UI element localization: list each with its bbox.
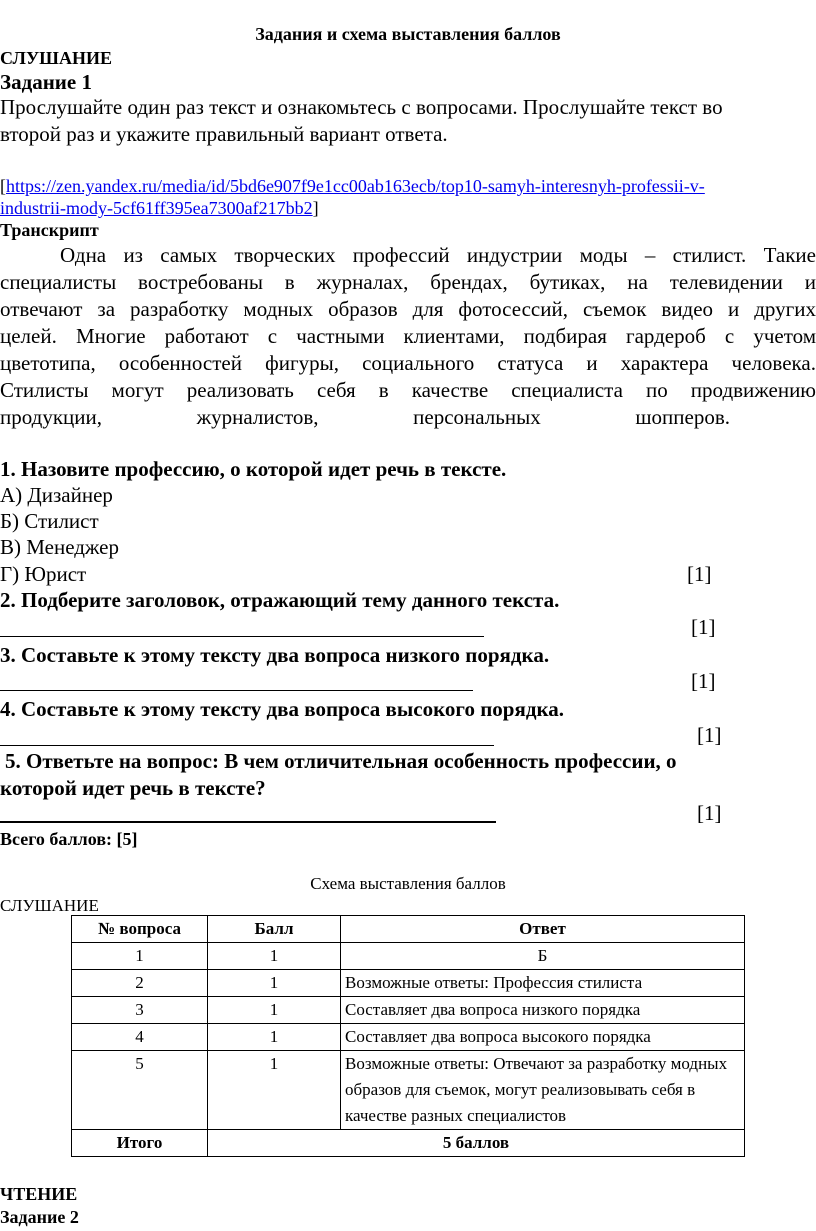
header-question-number: № вопроса: [72, 916, 208, 943]
transcript-line: специалисты востребованы в журналах, брендах, бутиках, на телевидении и: [0, 270, 816, 294]
cell-answer: Возможные ответы: Отвечают за разработку модных образов для съемок, могут реализовывать себя в качестве разных специалистов: [341, 1051, 745, 1130]
transcript-line: целей. Многие работают с частными клиентами, подбирая гардероб с учетом: [0, 324, 816, 348]
table-row: [72, 1024, 745, 1051]
answer-line-2: [0, 636, 484, 637]
scheme-title: Схема выставления баллов: [310, 874, 506, 893]
header-answer: Ответ: [341, 916, 745, 943]
question-1-score: [1]: [687, 562, 712, 586]
answer-line-4: [0, 745, 494, 746]
document-title: Задания и схема выставления баллов: [255, 24, 561, 44]
cell-score: 1: [208, 1024, 341, 1051]
option-v: В) Менеджер: [0, 535, 119, 559]
audio-link[interactable]: https://zen.yandex.ru/media/id/5bd6e907f9e1cc00ab163ecb/top10-samyh-interesnyh-professii-v-: [6, 176, 705, 196]
link-open-bracket: [: [0, 176, 6, 196]
transcript-line: продукции, журналистов, персональных шопперов.: [0, 405, 730, 429]
transcript-line: цветотипа, особенностей фигуры, социального статуса и характера человека.: [0, 351, 816, 375]
audio-link-line2: [0, 198, 319, 219]
question-3: 3. Составьте к этому тексту два вопроса низкого порядка.: [0, 643, 550, 667]
table-row: [72, 1051, 745, 1130]
task1-title: Задание 1: [0, 70, 92, 94]
cell-question-number: 2: [72, 970, 208, 997]
cell-score: 1: [208, 943, 341, 970]
option-b: Б) Стилист: [0, 509, 99, 533]
header-score: Балл: [208, 916, 341, 943]
transcript-line: Стилисты могут реализовать себя в качестве специалиста по продвижению: [0, 378, 816, 402]
cell-score: 1: [208, 997, 341, 1024]
question-4-score: [1]: [697, 723, 722, 747]
transcript-label: Транскрипт: [0, 220, 99, 240]
audio-link-continued[interactable]: industrii-mody-5cf61ff395ea7300af217bb2: [0, 198, 313, 218]
total-score: Всего баллов: [5]: [0, 829, 138, 849]
cell-answer: Возможные ответы: Профессия стилиста: [341, 970, 745, 997]
option-a: А) Дизайнер: [0, 483, 113, 507]
question-4: 4. Составьте к этому тексту два вопроса высокого порядка.: [0, 697, 564, 721]
transcript-line: отвечают за разработку модных образов для фотосессий, съемок видео и других: [0, 297, 816, 321]
table-row: [72, 943, 745, 970]
cell-question-number: 5: [72, 1051, 208, 1130]
question-5-line2: которой идет речь в тексте?: [0, 776, 266, 800]
question-2: 2. Подберите заголовок, отражающий тему данного текста.: [0, 588, 560, 612]
cell-score: 1: [208, 1051, 341, 1130]
table-row: [72, 997, 745, 1024]
transcript-line: Одна из самых творческих профессий индустрии моды – стилист. Такие: [60, 243, 816, 267]
section-listening-heading: СЛУШАНИЕ: [0, 48, 112, 68]
option-g: Г) Юрист: [0, 562, 87, 586]
scheme-section-heading: СЛУШАНИЕ: [0, 896, 99, 915]
task2-title: Задание 2: [0, 1207, 79, 1227]
cell-answer: Составляет два вопроса низкого порядка: [341, 997, 745, 1024]
cell-question-number: 4: [72, 1024, 208, 1051]
link-close-bracket: ]: [312, 198, 319, 218]
section-reading-heading: ЧТЕНИЕ: [0, 1184, 78, 1204]
cell-question-number: 3: [72, 997, 208, 1024]
cell-score: 1: [208, 970, 341, 997]
answer-line-3: [0, 690, 473, 691]
table-row: [72, 970, 745, 997]
table-total-row: [72, 1130, 745, 1157]
question-5-line1: 5. Ответьте на вопрос: В чем отличительная особенность профессии, о: [5, 749, 677, 773]
question-3-score: [1]: [691, 669, 716, 693]
task1-instruction-line1: Прослушайте один раз текст и ознакомьтесь с вопросами. Прослушайте текст во: [0, 95, 723, 119]
cell-total-value: 5 баллов: [208, 1130, 745, 1157]
cell-total-label: Итого: [72, 1130, 208, 1157]
audio-link-line1: [0, 176, 705, 197]
cell-answer: Б: [341, 943, 745, 970]
answer-line-5: [0, 821, 496, 823]
cell-question-number: 1: [72, 943, 208, 970]
table-header-row: [72, 916, 745, 943]
task1-instruction-line2: второй раз и укажите правильный вариант ответа.: [0, 122, 448, 146]
scoring-table: [71, 915, 745, 1157]
cell-answer: Составляет два вопроса высокого порядка: [341, 1024, 745, 1051]
question-5-score: [1]: [697, 801, 722, 825]
question-2-score: [1]: [691, 615, 716, 639]
question-1: 1. Назовите профессию, о которой идет речь в тексте.: [0, 457, 507, 481]
